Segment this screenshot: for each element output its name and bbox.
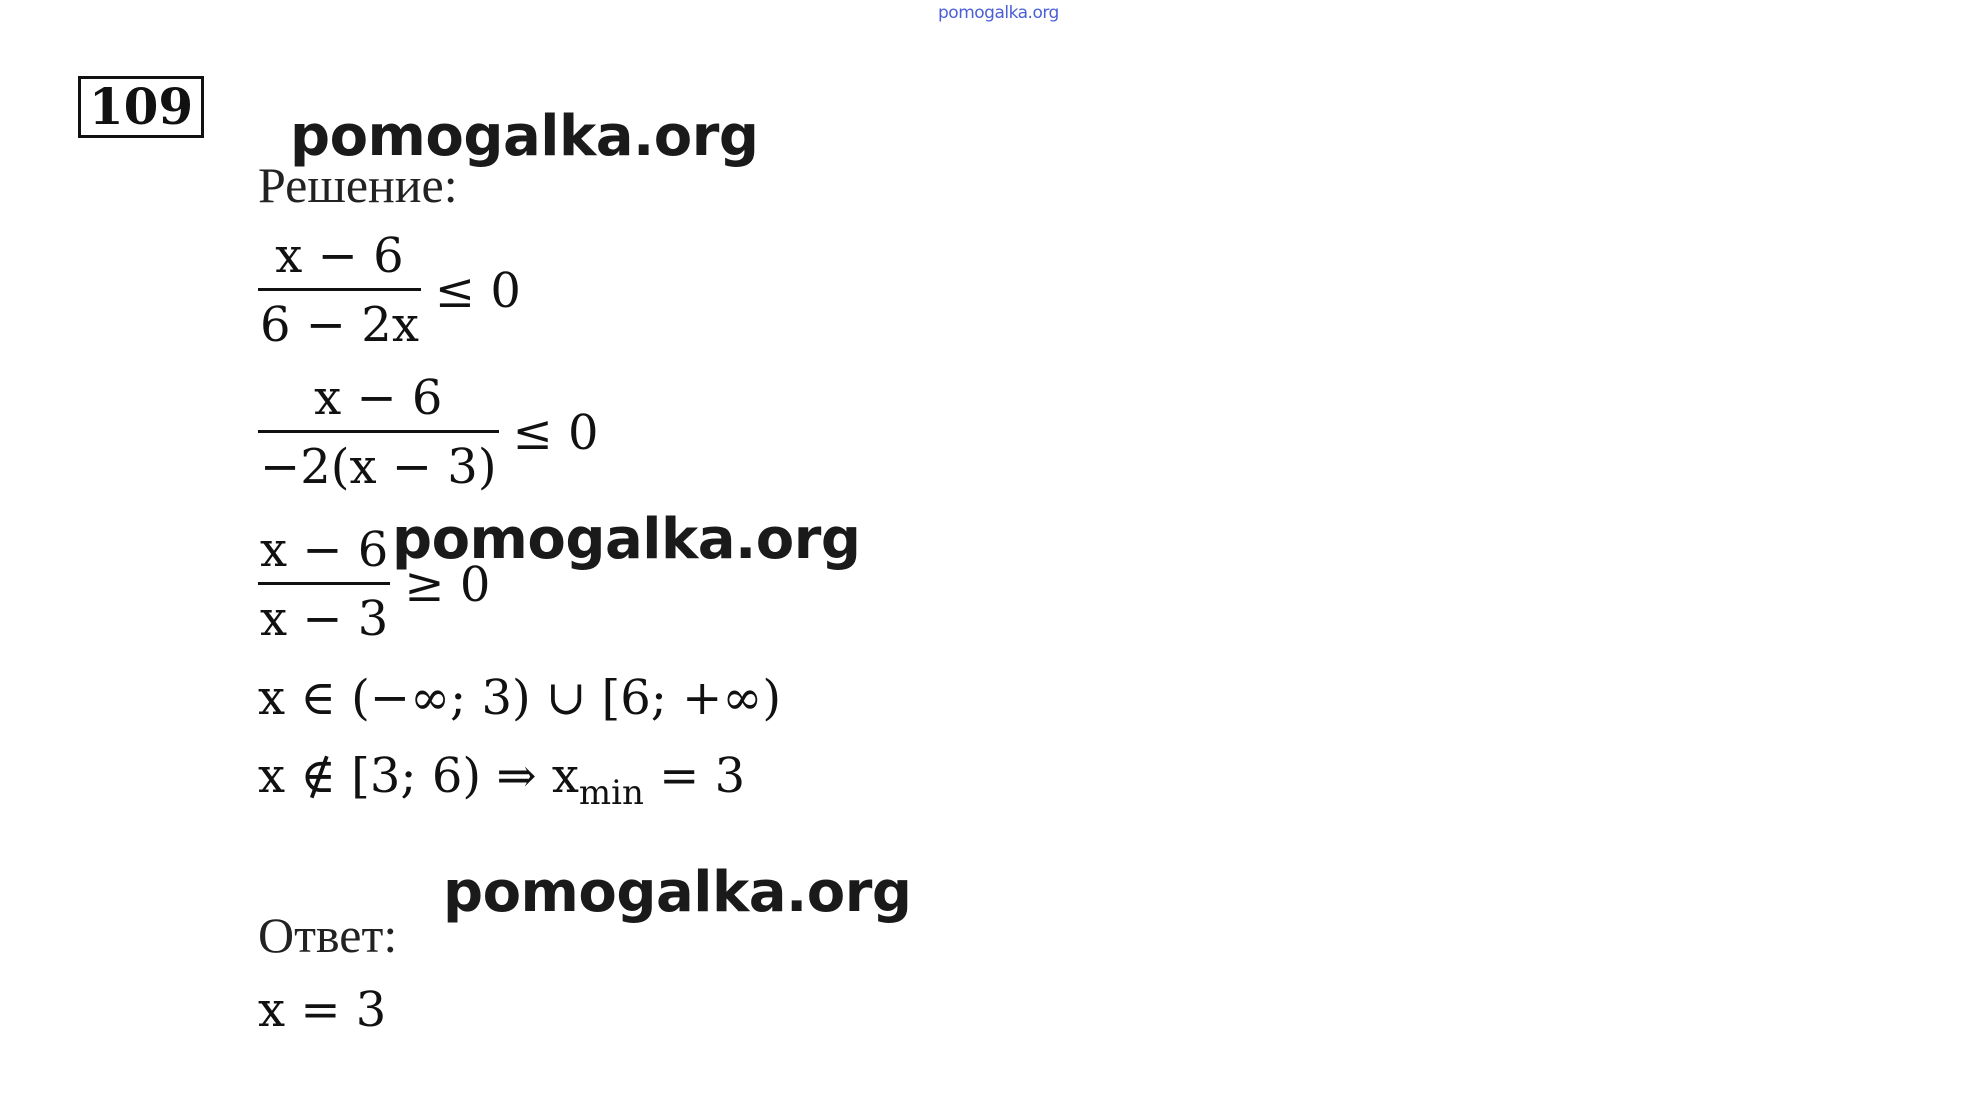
- answer-label: Ответ:: [258, 907, 398, 963]
- top-watermark: pomogalka.org: [938, 3, 1059, 23]
- step-4: x ∈ (−∞; 3) ∪ [6; +∞): [258, 670, 782, 726]
- answer-value: x = 3: [258, 982, 387, 1038]
- step-3-numerator: x − 6: [260, 522, 389, 578]
- watermark-2: pomogalka.org: [392, 507, 861, 572]
- step-3-relation: ≥ 0: [404, 556, 491, 613]
- step-1-relation: ≤ 0: [434, 262, 521, 319]
- step-2-fraction-bar: [258, 430, 499, 433]
- step-3-fraction-bar: [258, 582, 390, 585]
- step-1-fraction-bar: [258, 288, 421, 291]
- step-2-relation: ≤ 0: [512, 404, 599, 461]
- step-5: [258, 748, 746, 813]
- step-1-denominator: 6 − 2x: [260, 297, 419, 353]
- step-5-main: x ∉ [3; 6) ⇒ x: [258, 748, 579, 804]
- step-2: [258, 370, 599, 495]
- watermark-1: pomogalka.org: [290, 104, 759, 169]
- solution-label: Решение:: [258, 157, 458, 213]
- step-3-fraction: [258, 522, 390, 647]
- step-2-denominator: −2(x − 3): [260, 439, 497, 495]
- step-3-denominator: x − 3: [260, 591, 389, 647]
- step-2-numerator: x − 6: [314, 370, 443, 426]
- step-5-subscript: min: [578, 773, 644, 813]
- step-5-tail: = 3: [643, 748, 746, 804]
- problem-number: 109: [78, 76, 204, 138]
- step-1-fraction: [258, 228, 421, 353]
- step-1: [258, 228, 521, 353]
- watermark-3: pomogalka.org: [443, 860, 912, 925]
- step-2-fraction: [258, 370, 499, 495]
- step-1-numerator: x − 6: [275, 228, 404, 284]
